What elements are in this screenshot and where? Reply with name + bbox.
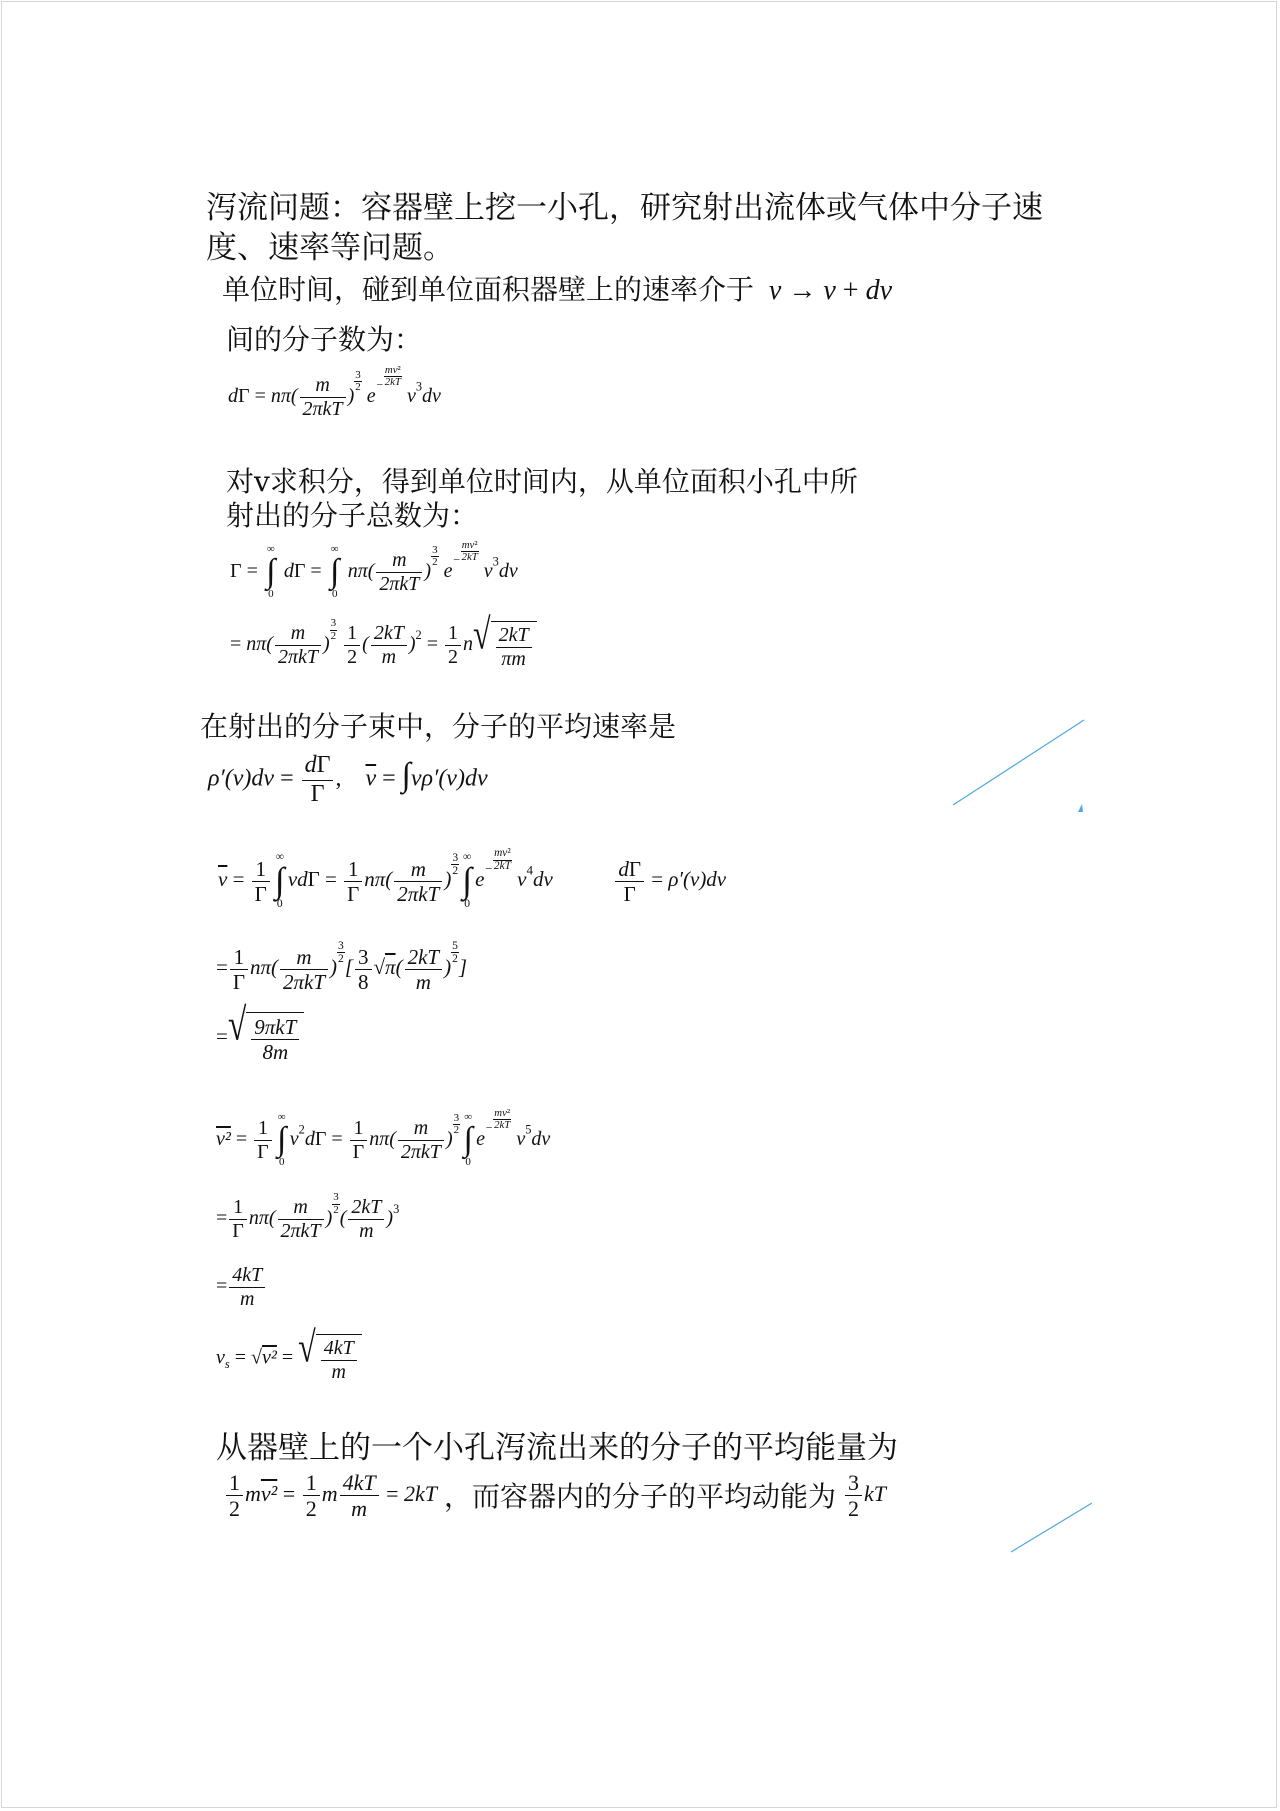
equation-dgamma: dΓ = nπ( $\frac{m}{\text{2πkT}}$ ) $\frac{3}{2}$ e− $\frac{\text{mv²}}{2kT}$ $v^3dv$ [228,364,441,420]
equation-mean-speed-result: = √ $\frac{\text{9πkT}}{8m}$ [216,1012,304,1064]
para1-line-1 [222,268,892,308]
decorative-stroke-bottom [1008,1500,1098,1560]
decorative-stroke-top [950,715,1090,825]
equation-rms-speed: $v_s = √v^2$ = √ $\frac{4kT}{m}$ [216,1334,362,1384]
para1-text: 单位时间，碰到单位面积器壁上的速率介于 [222,273,755,306]
heading-line-2: 度、速率等问题。 [206,230,454,266]
para4-line-2 [224,1470,886,1522]
para3-text: 在射出的分子束中，分子的平均速率是 [200,710,677,743]
heading-line-1: 泻流问题：容器壁上挖一小孔，研究射出流体或气体中分子速 [206,190,1043,226]
equation-gamma-integral: Γ = ∞ ∫ 0 dΓ = ∞ ∫ 0 nπ( $\frac{m}{\text{2πkT}}$ ) $\frac{3}{2}$ e− $\frac{\text{mv²}}{2kT}$ $v^3dv$ [230,539,518,601]
velocity-range: v → v + dv [768,275,893,306]
equation-gamma-result: = nπ( $\frac{m}{\text{2πkT}}$ ) $\frac{3}{2}$ $\frac{1}{2}$ ( $\frac{2kT}{m}$ )$^2$ = $\frac{1}{2}$ n √ $\frac{2kT}{\pi m}$ [230,618,537,671]
para2-line-2: 射出的分子总数为： [226,499,479,532]
para2-line-1: 对v求积分，得到单位时间内，从单位面积小孔中所 [226,465,858,498]
equation-rho-definition: ρ′(v)dv = $\frac{d\Gamma}{\Gamma}$ , $\overline{v} = \int v\rho'(v)dv$ [208,752,488,807]
equation-mean-speed: $\overline{v}$ = $\frac{1}{\Gamma}$ ∞ ∫ 0 vdΓ = $\frac{1}{\Gamma}$ nπ( $\frac{m}{\text{2πkT}}$ ) $\frac{3}{2}$ ∞ ∫ 0 e− $\frac{\text{mv²}}{2kT}$ $v^4dv$ $\frac{d\Gamma}{\Gamma}$ = ρ′(v)dv [218,847,727,911]
mean-kinetic-energy: $\frac{3}{2}$ kT [843,1481,886,1506]
equation-mean-square-result: = $\frac{4kT}{m}$ [216,1264,267,1311]
equation-mean-square-step: = $\frac{1}{\Gamma}$ nπ( $\frac{m}{\text{2πkT}}$ ) $\frac{3}{2}$ ( $\frac{2kT}{m}$ )$^3$ [216,1191,400,1242]
para4-line-1: 从器壁上的一个小孔泻流出来的分子的平均能量为 [216,1430,898,1466]
para4-mid-text: ，而容器内的分子的平均动能为 [444,1479,837,1513]
equation-mean-square-speed: v² = $\frac{1}{\Gamma}$ ∞ ∫ 0 $v^2d\Gamma$ = $\frac{1}{\Gamma}$ nπ( $\frac{m}{\text{2πkT}}$ ) $\frac{3}{2}$ ∞ ∫ 0 e− $\frac{\text{mv²}}{2kT}$ $v^5dv$ [216,1107,551,1169]
para1-line-2: 间的分子数为： [226,323,423,356]
mean-energy-equation: $\frac{1}{2}$ mv² = $\frac{1}{2}$ m $\frac{4kT}{m}$ = 2kT [224,1481,437,1506]
equation-mean-speed-step: = $\frac{1}{\Gamma}$ nπ( $\frac{m}{\text{2πkT}}$ ) $\frac{3}{2}$ [ $\frac{3}{8}$ √π( $\frac{2kT}{m}$ ) $\frac{5}{2}$ ] [216,940,468,994]
